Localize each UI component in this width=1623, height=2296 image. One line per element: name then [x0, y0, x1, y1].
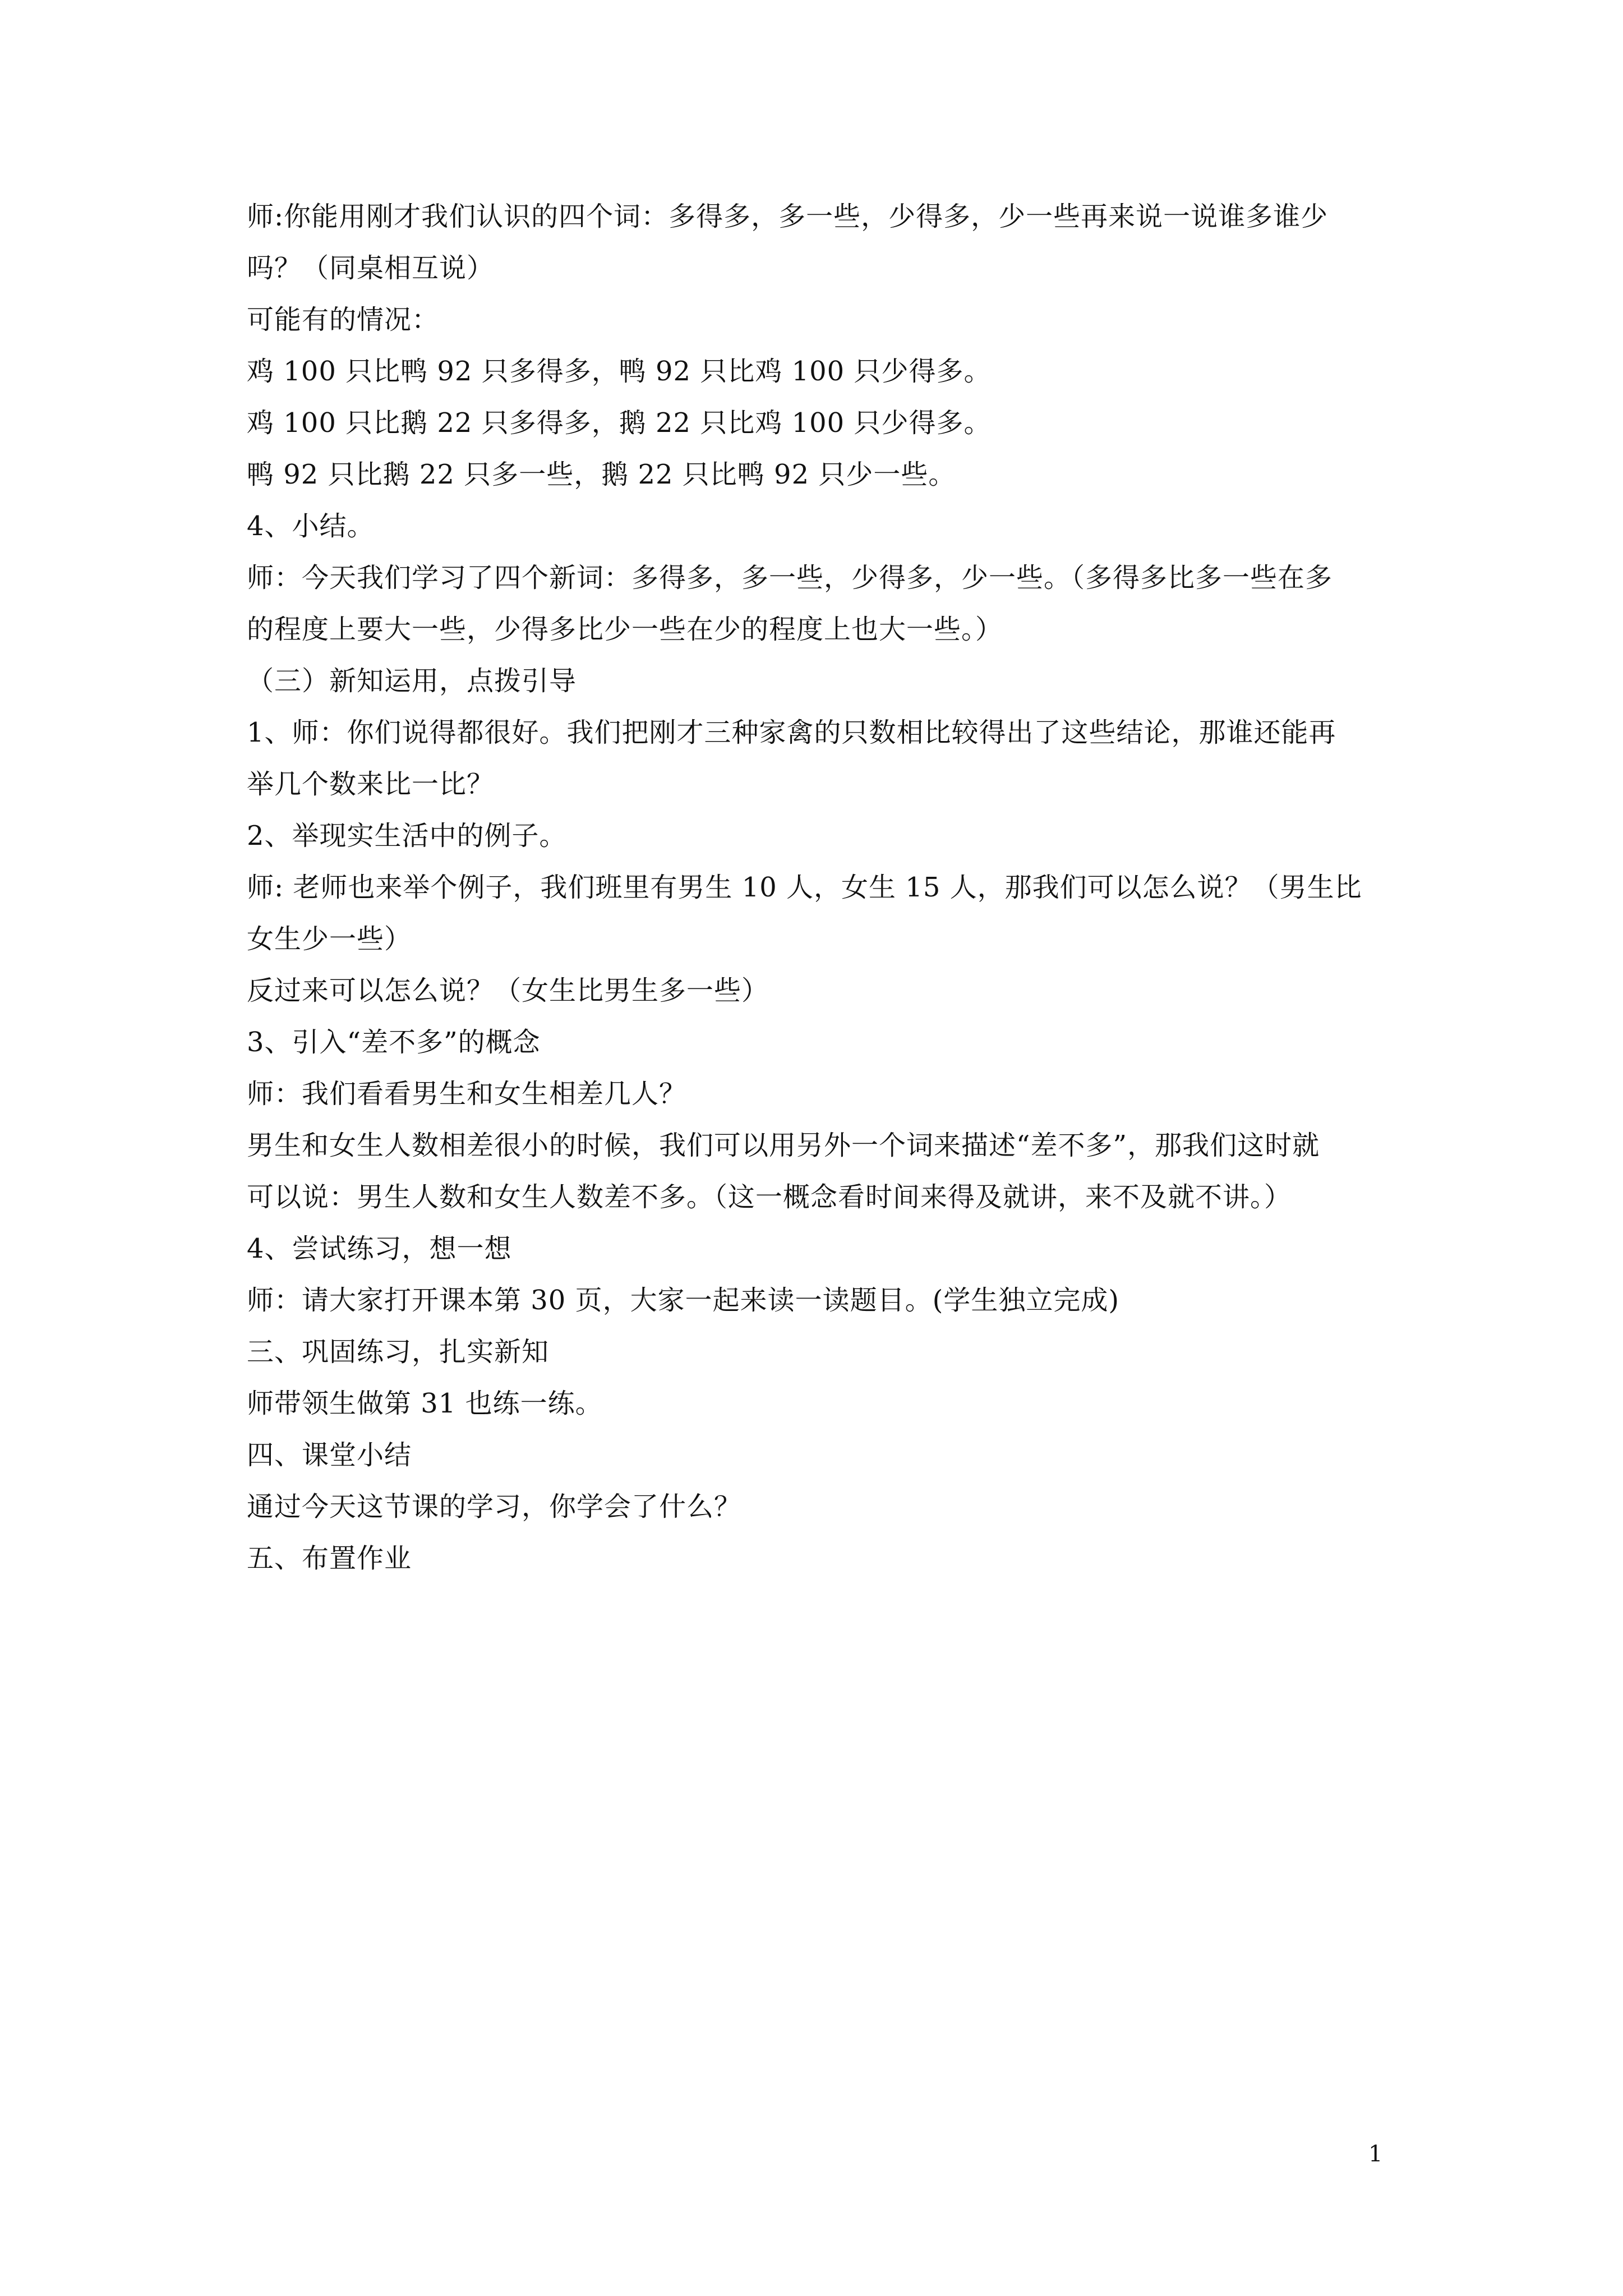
section-heading: 3、引入“差不多”的概念	[247, 1027, 541, 1058]
text-line: 师:你能用刚才我们认识的四个词：多得多，多一些，少得多，少一些再来说一说谁多谁少	[247, 201, 1329, 232]
section-heading: 四、课堂小结	[247, 1439, 412, 1471]
text-line: 师：请大家打开课本第 30 页，大家一起来读一读题目。(学生独立完成)	[247, 1285, 1120, 1316]
page-number: 1	[1368, 2141, 1383, 2167]
section-heading: 4、小结。	[247, 510, 375, 542]
text-line: 鸡 100 只比鸭 92 只多得多，鸭 92 只比鸡 100 只少得多。	[247, 356, 992, 387]
text-line: 通过今天这节课的学习，你学会了什么？	[247, 1491, 742, 1522]
section-heading: （三）新知运用，点拨引导	[247, 665, 577, 697]
text-line: 可能有的情况：	[247, 304, 440, 335]
text-line: 鸭 92 只比鹅 22 只多一些，鹅 22 只比鸭 92 只少一些。	[247, 459, 956, 490]
text-line: 举几个数来比一比？	[247, 769, 495, 800]
text-line: 师: 老师也来举个例子，我们班里有男生 10 人，女生 15 人，那我们可以怎么说？（男生比	[247, 872, 1362, 903]
section-heading: 五、布置作业	[247, 1543, 412, 1574]
text-line: 女生少一些）	[247, 923, 412, 955]
text-line: 男生和女生人数相差很小的时候，我们可以用另外一个词来描述“差不多”，那我们这时就	[247, 1130, 1320, 1161]
text-line: 可以说：男生人数和女生人数差不多。（这一概念看时间来得及就讲，来不及就不讲。）	[247, 1181, 1292, 1213]
text-line: 的程度上要大一些，少得多比少一些在少的程度上也大一些。）	[247, 614, 1003, 645]
text-line: 鸡 100 只比鹅 22 只多得多，鹅 22 只比鸡 100 只少得多。	[247, 407, 992, 439]
text-line: 反过来可以怎么说？（女生比男生多一些）	[247, 975, 769, 1006]
section-heading: 2、举现实生活中的例子。	[247, 820, 567, 852]
text-line: 师：我们看看男生和女生相差几人？	[247, 1078, 687, 1110]
section-heading: 三、巩固练习，扎实新知	[247, 1336, 550, 1368]
text-line: 1、师：你们说得都很好。我们把刚才三种家禽的只数相比较得出了这些结论，那谁还能再	[247, 717, 1336, 748]
document-body	[247, 191, 1396, 1584]
text-line: 吗？（同桌相互说）	[247, 252, 495, 284]
text-line: 师带领生做第 31 也练一练。	[247, 1388, 603, 1419]
text-line: 师：今天我们学习了四个新词：多得多，多一些，少得多，少一些。（多得多比多一些在多	[247, 562, 1333, 593]
section-heading: 4、尝试练习，想一想	[247, 1233, 512, 1264]
